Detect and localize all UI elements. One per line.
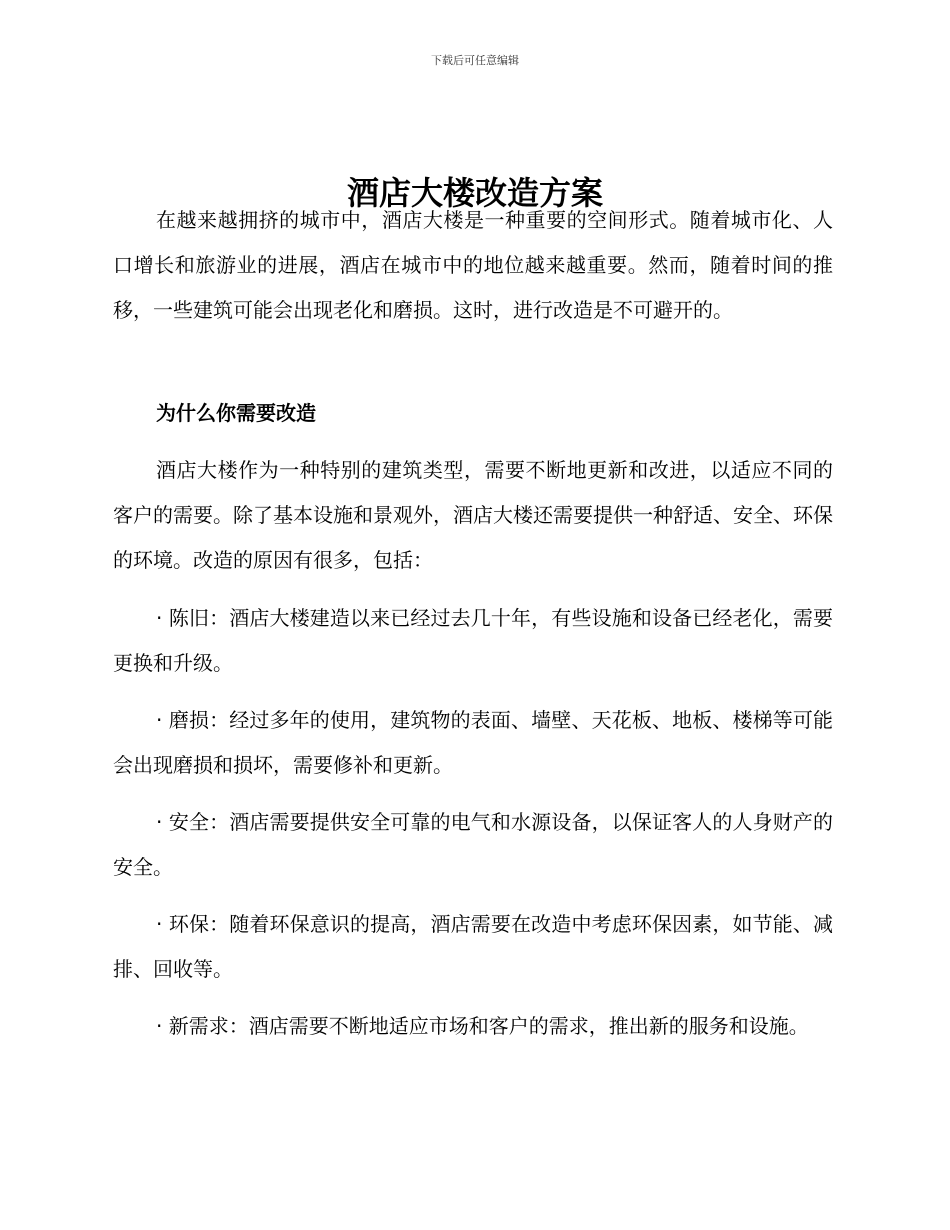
section-heading: 为什么你需要改造 bbox=[156, 401, 316, 425]
bullet-item: · 环保：随着环保意识的提高，酒店需要在改造中考虑环保因素，如节能、减排、回收等。 bbox=[113, 912, 833, 981]
intro-block bbox=[113, 198, 833, 333]
bullet-item: · 陈旧：酒店大楼建造以来已经过去几十年，有些设施和设备已经老化，需要更换和升级。 bbox=[113, 606, 833, 675]
bullet-block-5 bbox=[113, 1004, 833, 1049]
bullet-item: · 安全：酒店需要提供安全可靠的电气和水源设备，以保证客人的人身财产的安全。 bbox=[113, 810, 833, 879]
bullet-block-2 bbox=[113, 698, 833, 788]
bullet-block-1 bbox=[113, 596, 833, 686]
intro-paragraph: 在越来越拥挤的城市中，酒店大楼是一种重要的空间形式。随着城市化、人口增长和旅游业的进展，酒店在城市中的地位越来越重要。然而，随着时间的推移，一些建筑可能会出现老化和磨损。这时，进行改造是不可避开的。 bbox=[113, 208, 833, 322]
page-header-note: 下载后可任意编辑 bbox=[431, 54, 519, 67]
bullet-item: · 新需求：酒店需要不断地适应市场和客户的需求，推出新的服务和设施。 bbox=[156, 1014, 809, 1038]
section-paragraph-block bbox=[113, 448, 833, 583]
bullet-item: · 磨损：经过多年的使用，建筑物的表面、墙壁、天花板、地板、楼梯等可能会出现磨损和损坏，需要修补和更新。 bbox=[113, 708, 833, 777]
bullet-block-4 bbox=[113, 902, 833, 992]
section-paragraph: 酒店大楼作为一种特别的建筑类型，需要不断地更新和改进，以适应不同的客户的需要。除了基本设施和景观外，酒店大楼还需要提供一种舒适、安全、环保的环境。改造的原因有很多，包括： bbox=[113, 458, 833, 572]
bullet-block-3 bbox=[113, 800, 833, 890]
document-title: 酒店大楼改造方案 bbox=[346, 174, 603, 213]
